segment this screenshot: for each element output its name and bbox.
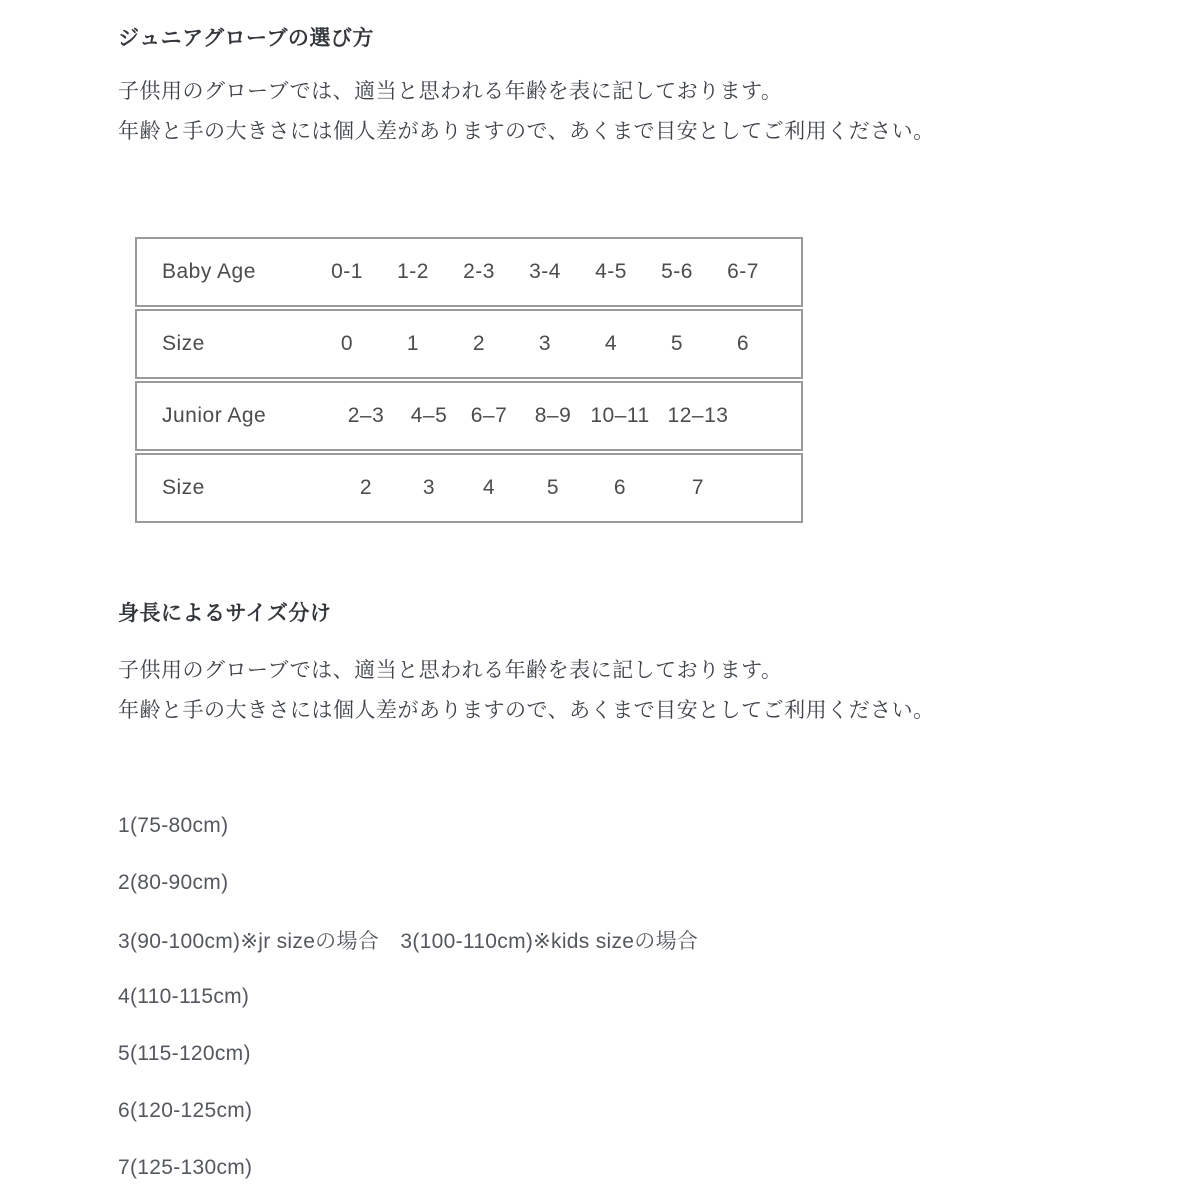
size-table-cell: 7 [691,476,705,499]
size-table-cell: 6-7 [727,260,759,283]
size-table-cell: 2 [359,476,373,499]
size-table-row-values [314,476,744,500]
height-list-item: 1(75-80cm) [118,813,229,837]
height-list-item: 5(115-120cm) [118,1041,251,1065]
height-list-item: 6(120-125cm) [118,1098,253,1122]
junior-glove-description-line-2: 年齢と手の大きさには個人差がありますので、あくまで目安としてご利用ください。 [118,120,935,143]
size-table-cell: 5-6 [661,260,693,283]
height-size-section-title: 身長によるサイズ分け [118,602,332,625]
age-size-table [135,237,803,523]
size-table-cell: 3-4 [529,260,561,283]
size-table-cell: 0-1 [331,260,363,283]
height-list-item: 3(90-100cm)※jr sizeの場合 3(100-110cm)※kids sizeの場合 [118,929,699,953]
size-table-cell: 6–7 [470,404,508,427]
size-table-cell: 10–11 [590,404,650,427]
size-table-cell: 12–13 [667,404,729,427]
size-table-cell: 2 [472,332,486,355]
size-table-row [135,381,803,451]
size-table-row-label: Size [162,332,205,355]
size-table-row [135,309,803,379]
size-table-cell: 3 [422,476,436,499]
size-table-cell: 4 [482,476,496,499]
size-table-cell: 2-3 [463,260,495,283]
size-table-cell: 0 [340,332,354,355]
size-table-row-label: Baby Age [162,260,256,283]
height-size-description-line-2: 年齢と手の大きさには個人差がありますので、あくまで目安としてご利用ください。 [118,699,935,722]
size-table-cell: 5 [546,476,560,499]
size-table-cell: 4–5 [410,404,448,427]
height-size-description-line-1: 子供用のグローブでは、適当と思われる年齢を表に記しております。 [118,659,783,682]
size-table-cell: 1 [406,332,420,355]
junior-glove-description-line-1: 子供用のグローブでは、適当と思われる年齢を表に記しております。 [118,80,783,103]
height-list-item: 4(110-115cm) [118,984,250,1008]
size-table-row-values [314,260,776,284]
size-table-cell: 8–9 [534,404,572,427]
height-size-list [118,797,1160,1196]
size-table-row-label: Size [162,476,205,499]
size-table-cell: 1-2 [397,260,429,283]
size-table-cell: 4-5 [595,260,627,283]
size-table-cell: 6 [736,332,750,355]
size-table-cell: 5 [670,332,684,355]
height-list-item: 7(125-130cm) [118,1155,253,1179]
size-table-row-label: Junior Age [162,404,267,427]
size-table-cell: 3 [538,332,552,355]
size-table-cell: 4 [604,332,618,355]
size-table-cell: 2–3 [347,404,385,427]
size-table-row-values [314,404,744,428]
size-table-row-values [314,332,776,356]
size-table-row [135,453,803,523]
height-list-item: 2(80-90cm) [118,870,229,894]
size-table-row [135,237,803,307]
junior-glove-section-title: ジュニアグローブの選び方 [118,27,374,50]
size-table-cell: 6 [613,476,627,499]
